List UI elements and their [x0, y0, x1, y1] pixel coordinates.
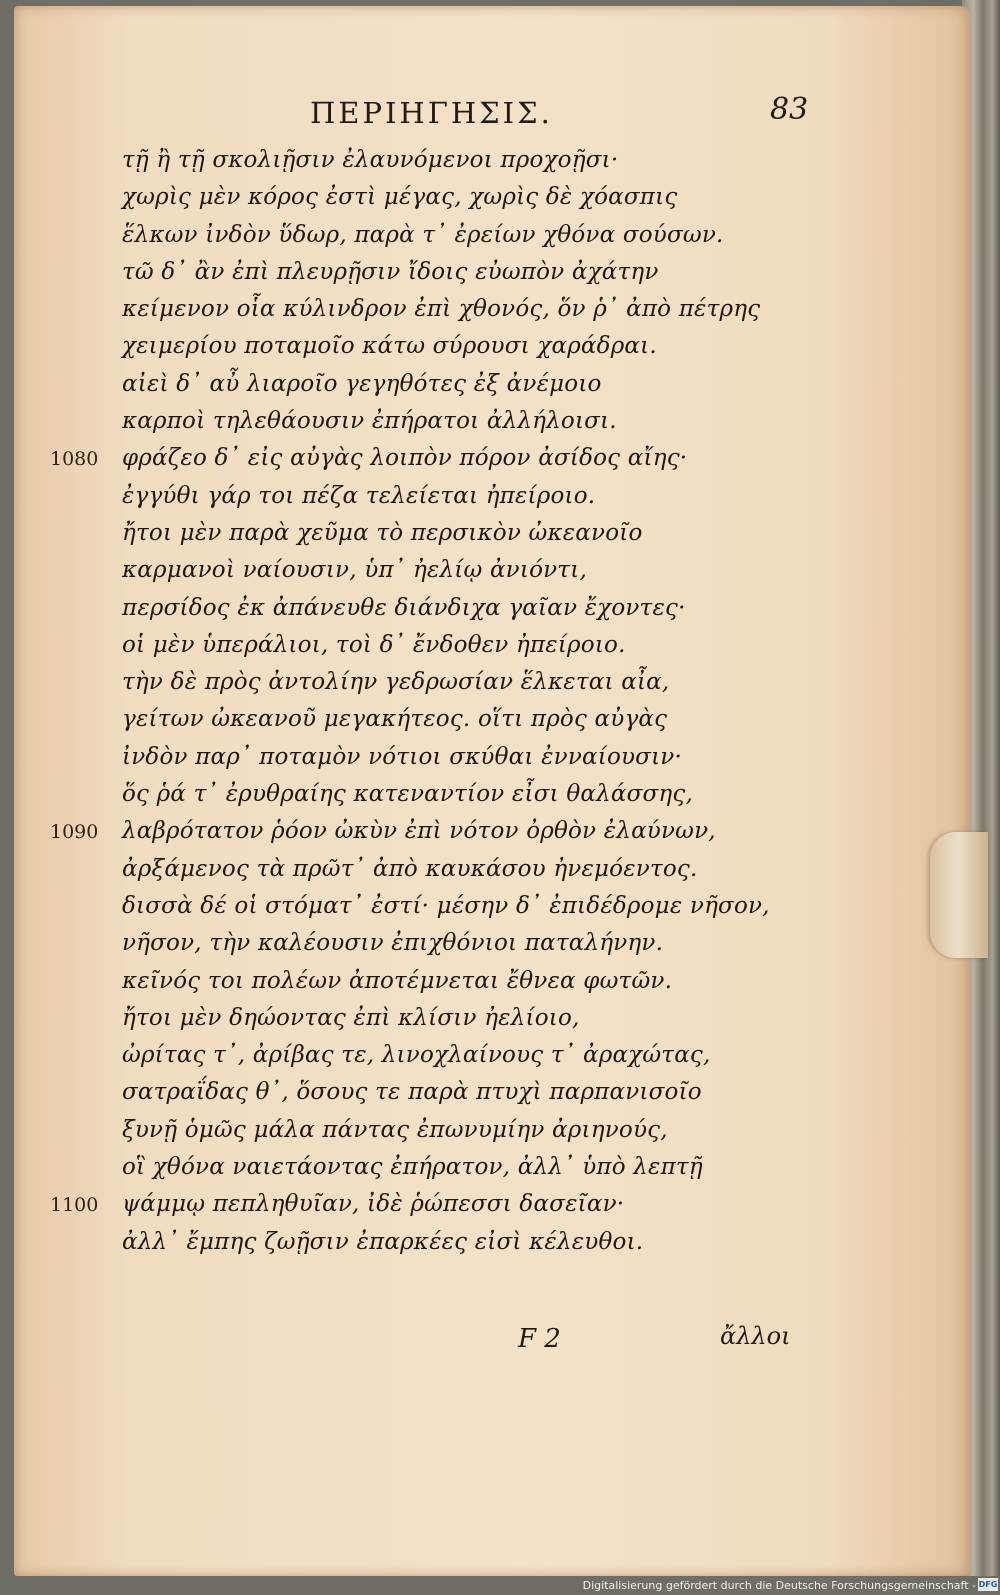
verse-line: ἕλκων ἰνδὸν ὕδωρ, παρὰ τ᾽ ἐρείων χθόνα σούσων. — [122, 221, 724, 248]
verse-line: σατραΐδας θ᾽, ὅσους τε παρὰ πτυχὶ παρπανισοῖο — [122, 1079, 702, 1106]
verse-line: περσίδος ἐκ ἀπάνευθε διάνδιχα γαῖαν ἔχοντες· — [122, 594, 686, 621]
verse-line: γείτων ὠκεανοῦ μεγακήτεος. οἵτι πρὸς αὐγὰς — [122, 706, 668, 733]
verse-line: χειμερίου ποταμοῖο κάτω σύρουσι χαράδραι. — [122, 333, 657, 360]
verse-line: οἱ μὲν ὑπεράλιοι, τοὶ δ᾽ ἔνδοθεν ἠπείροιο. — [122, 631, 626, 658]
verse-line: ἀλλ᾽ ἔμπης ζωῇσιν ἐπαρκέες εἰσὶ κέλευθοι. — [122, 1228, 644, 1255]
verse-line: ὠρίτας τ᾽, ἀρίβας τε, λινοχλαίνους τ᾽ ἀραχώτας, — [122, 1042, 711, 1069]
verse-line: ξυνῇ ὁμῶς μάλα πάντας ἐπωνυμίην ἀριηνούς, — [122, 1116, 668, 1143]
running-title: ΠΕΡΙΗΓΗΣΙΣ. — [310, 96, 553, 130]
page-number: 83 — [770, 92, 809, 127]
verse-line: νῆσον, τὴν καλέουσιν ἐπιχθόνιοι παταλήνην. — [122, 930, 664, 957]
verse-block — [122, 142, 922, 1261]
catchword: ἄλλοι — [720, 1322, 791, 1350]
signature-mark: F 2 — [518, 1324, 561, 1354]
dfg-logo-icon: DFG — [978, 1580, 998, 1589]
verse-line: ἰνδὸν παρ᾽ ποταμὸν νότιοι σκύθαι ἐνναίουσιν· — [122, 743, 682, 770]
verse-line: τῇ ἢ τῇ σκολιῇσιν ἐλαυνόμενοι προχοῇσι· — [122, 147, 619, 173]
page-clasp-tab — [930, 832, 988, 958]
verse-line: ἐγγύθι γάρ τοι πέζα τελείεται ἠπείροιο. — [122, 482, 596, 509]
verse-line: ἀρξάμενος τὰ πρῶτ᾽ ἀπὸ καυκάσου ἠνεμόεντος. — [122, 855, 698, 882]
verse-line: τῶ δ᾽ ἂν ἐπὶ πλευρῇσιν ἴδοις εὐωπὸν ἀχάτην — [122, 258, 659, 285]
verse-line: χωρὶς μὲν κόρος ἐστὶ μέγας, χωρὶς δὲ χόασπις — [122, 184, 678, 211]
verse-line: ὅς ῥά τ᾽ ἐρυθραίης κατεναντίον εἶσι θαλάσσης, — [122, 781, 693, 808]
verse-line: τὴν δὲ πρὸς ἀντολίην γεδρωσίαν ἕλκεται αἶα, — [122, 669, 670, 696]
verse-line: ψάμμῳ πεπληθυῖαν, ἰδὲ ῥώπεσσι δασεῖαν· — [122, 1191, 625, 1218]
verse-line: αἰεὶ δ᾽ αὖ λιαροῖο γεγηθότες ἐξ ἀνέμοιο — [122, 370, 602, 397]
line-number: 1090 — [50, 821, 99, 844]
verse-line: καρμανοὶ ναίουσιν, ὑπ᾽ ἠελίῳ ἀνιόντι, — [122, 557, 587, 584]
verse-line: φράζεο δ᾽ εἰς αὐγὰς λοιπὸν πόρον ἀσίδος αἴης· — [122, 445, 688, 472]
line-number: 1080 — [50, 448, 99, 471]
verse-line: καρποὶ τηλεθάουσιν ἐπήρατοι ἀλλήλοισι. — [122, 408, 617, 435]
line-number: 1100 — [50, 1194, 99, 1217]
verse-line: κεῖνός τοι πολέων ἀποτέμνεται ἔθνεα φωτῶν. — [122, 967, 673, 994]
verse-line: οἳ χθόνα ναιετάοντας ἐπήρατον, ἀλλ᾽ ὑπὸ λεπτῇ — [122, 1154, 703, 1181]
verse-line: λαβρότατον ῥόον ὠκὺν ἐπὶ νότον ὀρθὸν ἐλαύνων, — [122, 818, 716, 845]
verse-line: ἤτοι μὲν παρὰ χεῦμα τὸ περσικὸν ὠκεανοῖο — [122, 519, 643, 546]
verse-line: κείμενον οἷα κύλινδρον ἐπὶ χθονός, ὅν ῥ᾽ ἀπὸ πέτρης — [122, 296, 761, 323]
verse-line: ἤτοι μὲν δηώοντας ἐπὶ κλίσιν ἠελίοιο, — [122, 1004, 580, 1031]
digitization-credit: Digitalisierung gefördert durch die Deutsche Forschungsgemeinschaft - — [582, 1579, 976, 1592]
verse-line: δισσὰ δέ οἱ στόματ᾽ ἐστί· μέσην δ᾽ ἐπιδέδρομε νῆσον, — [122, 892, 770, 919]
